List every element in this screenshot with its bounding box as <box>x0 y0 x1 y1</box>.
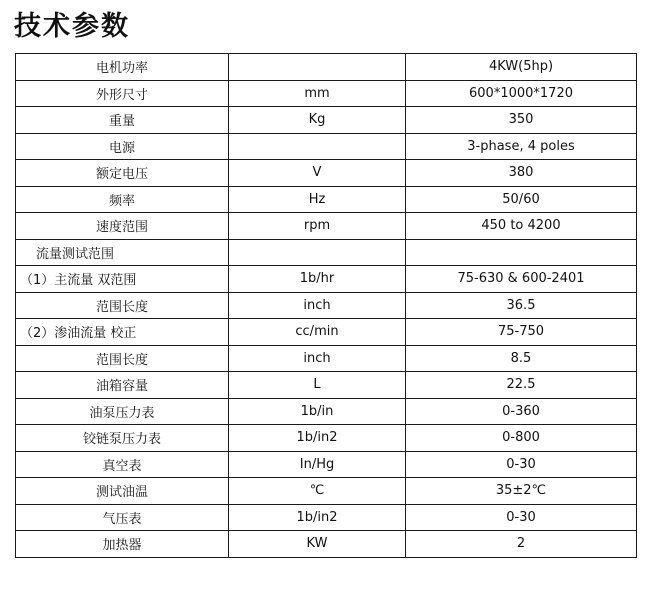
table-row <box>16 107 637 134</box>
param-name: （1）主流量 双范围 <box>16 266 229 293</box>
param-unit: 1b/in2 <box>229 425 406 452</box>
table-row <box>16 345 637 372</box>
param-value: 380 <box>406 160 637 187</box>
spec-table <box>15 53 637 558</box>
table-row <box>16 213 637 240</box>
param-unit: inch <box>229 292 406 319</box>
table-row <box>16 531 637 558</box>
param-name: 电机功率 <box>16 54 229 81</box>
param-name: 重量 <box>16 107 229 134</box>
param-unit: Kg <box>229 107 406 134</box>
param-value: 4KW(5hp) <box>406 54 637 81</box>
table-row <box>16 292 637 319</box>
param-unit: L <box>229 372 406 399</box>
param-value: 50/60 <box>406 186 637 213</box>
table-row <box>16 186 637 213</box>
page-title: 技术参数 <box>14 11 130 42</box>
param-value: 0-360 <box>406 398 637 425</box>
param-unit: 1b/hr <box>229 266 406 293</box>
param-name: 测试油温 <box>16 478 229 505</box>
param-unit <box>229 133 406 160</box>
param-name: 范围长度 <box>16 292 229 319</box>
param-unit: mm <box>229 80 406 107</box>
table-row <box>16 160 637 187</box>
table-row <box>16 80 637 107</box>
param-unit: 1b/in2 <box>229 504 406 531</box>
param-name: 流量测试范围 <box>16 239 229 266</box>
param-unit: 1b/in <box>229 398 406 425</box>
param-name: （2）渗油流量 校正 <box>16 319 229 346</box>
param-value: 2 <box>406 531 637 558</box>
param-value: 450 to 4200 <box>406 213 637 240</box>
table-row <box>16 425 637 452</box>
param-value: 350 <box>406 107 637 134</box>
param-value: 0-30 <box>406 504 637 531</box>
param-name: 范围长度 <box>16 345 229 372</box>
param-name: 速度范围 <box>16 213 229 240</box>
param-name: 铰链泵压力表 <box>16 425 229 452</box>
table-row <box>16 398 637 425</box>
table-row <box>16 451 637 478</box>
table-row <box>16 319 637 346</box>
param-name: 气压表 <box>16 504 229 531</box>
param-value <box>406 239 637 266</box>
table-row <box>16 266 637 293</box>
param-value: 0-800 <box>406 425 637 452</box>
table-row <box>16 239 637 266</box>
param-name: 油箱容量 <box>16 372 229 399</box>
table-row <box>16 504 637 531</box>
param-value: 35±2℃ <box>406 478 637 505</box>
table-row <box>16 54 637 81</box>
param-name: 频率 <box>16 186 229 213</box>
param-value: 22.5 <box>406 372 637 399</box>
param-unit: Hz <box>229 186 406 213</box>
param-name: 电源 <box>16 133 229 160</box>
param-unit: rpm <box>229 213 406 240</box>
param-value: 75-750 <box>406 319 637 346</box>
param-name: 额定电压 <box>16 160 229 187</box>
param-name: 真空表 <box>16 451 229 478</box>
param-unit: KW <box>229 531 406 558</box>
param-name: 加热器 <box>16 531 229 558</box>
param-value: 3-phase, 4 poles <box>406 133 637 160</box>
param-name: 油泵压力表 <box>16 398 229 425</box>
table-row <box>16 478 637 505</box>
param-value: 8.5 <box>406 345 637 372</box>
param-unit: V <box>229 160 406 187</box>
param-value: 600*1000*1720 <box>406 80 637 107</box>
param-value: 75-630 & 600-2401 <box>406 266 637 293</box>
param-value: 0-30 <box>406 451 637 478</box>
param-unit: cc/min <box>229 319 406 346</box>
param-unit <box>229 239 406 266</box>
table-row <box>16 133 637 160</box>
param-value: 36.5 <box>406 292 637 319</box>
table-row <box>16 372 637 399</box>
param-unit: inch <box>229 345 406 372</box>
param-unit: In/Hg <box>229 451 406 478</box>
param-unit <box>229 54 406 81</box>
param-unit: ℃ <box>229 478 406 505</box>
param-name: 外形尺寸 <box>16 80 229 107</box>
